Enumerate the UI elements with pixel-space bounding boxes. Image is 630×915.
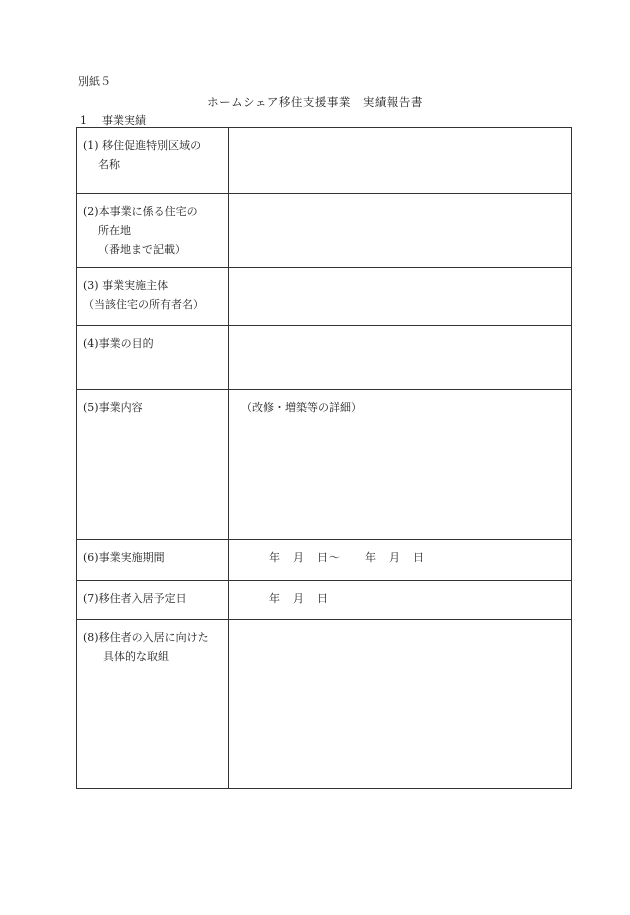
form-row-move-in-date: [77, 581, 572, 620]
date-single: [241, 589, 565, 608]
label-line: （当該住宅の所有者名）: [83, 298, 204, 311]
value-content[interactable]: （改修・増築等の詳細）: [229, 390, 572, 540]
label-line: 具体的な取組: [103, 650, 169, 663]
label-content: [77, 390, 229, 540]
label-area-name: [77, 128, 229, 194]
value-area-name[interactable]: [229, 128, 572, 194]
day-unit: 日: [413, 551, 424, 564]
form-row-area-name: [77, 128, 572, 194]
section-number: 1: [80, 114, 87, 127]
day-unit: 日: [317, 592, 328, 605]
label-initiatives: [77, 620, 229, 789]
label-address: [77, 194, 229, 268]
day-unit: 日: [317, 551, 328, 564]
section-heading: [80, 112, 146, 128]
range-tilde: ～: [329, 551, 340, 564]
form-row-content: [77, 390, 572, 540]
label-line: (4)事業の目的: [83, 337, 154, 350]
label-line: (6)事業実施期間: [83, 551, 165, 564]
date-range: [241, 548, 565, 567]
value-purpose[interactable]: [229, 326, 572, 390]
year-unit: 年: [365, 551, 376, 564]
month-unit: 月: [293, 592, 304, 605]
label-period: [77, 540, 229, 581]
label-implementer: [77, 268, 229, 326]
form-row-implementer: [77, 268, 572, 326]
label-line: 名称: [98, 158, 120, 171]
value-period[interactable]: [229, 540, 572, 581]
form-row-address: [77, 194, 572, 268]
label-move-in-date: [77, 581, 229, 620]
form-row-period: [77, 540, 572, 581]
label-line: (5)事業内容: [83, 401, 143, 414]
month-unit: 月: [293, 551, 304, 564]
label-line: (8)移住者の入居に向けた: [83, 631, 209, 644]
section-title: 事業実績: [102, 114, 146, 127]
label-line: (2)本事業に係る住宅の: [83, 205, 198, 218]
attachment-label: 別紙５: [78, 75, 111, 88]
label-line: (7)移住者入居予定日: [83, 592, 187, 605]
year-unit: 年: [269, 551, 280, 564]
document-title: ホームシェア移住支援事業 実績報告書: [207, 95, 423, 109]
year-unit: 年: [269, 592, 280, 605]
month-unit: 月: [389, 551, 400, 564]
report-form-table: [76, 127, 572, 789]
form-row-initiatives: [77, 620, 572, 789]
label-line: （番地まで記載）: [98, 243, 186, 256]
label-line: 所在地: [98, 224, 131, 237]
value-move-in-date[interactable]: [229, 581, 572, 620]
value-initiatives[interactable]: [229, 620, 572, 789]
label-line: (1) 移住促進特別区域の: [83, 139, 202, 152]
label-line: (3) 事業実施主体: [83, 279, 169, 292]
form-row-purpose: [77, 326, 572, 390]
label-purpose: [77, 326, 229, 390]
value-address[interactable]: [229, 194, 572, 268]
value-implementer[interactable]: [229, 268, 572, 326]
